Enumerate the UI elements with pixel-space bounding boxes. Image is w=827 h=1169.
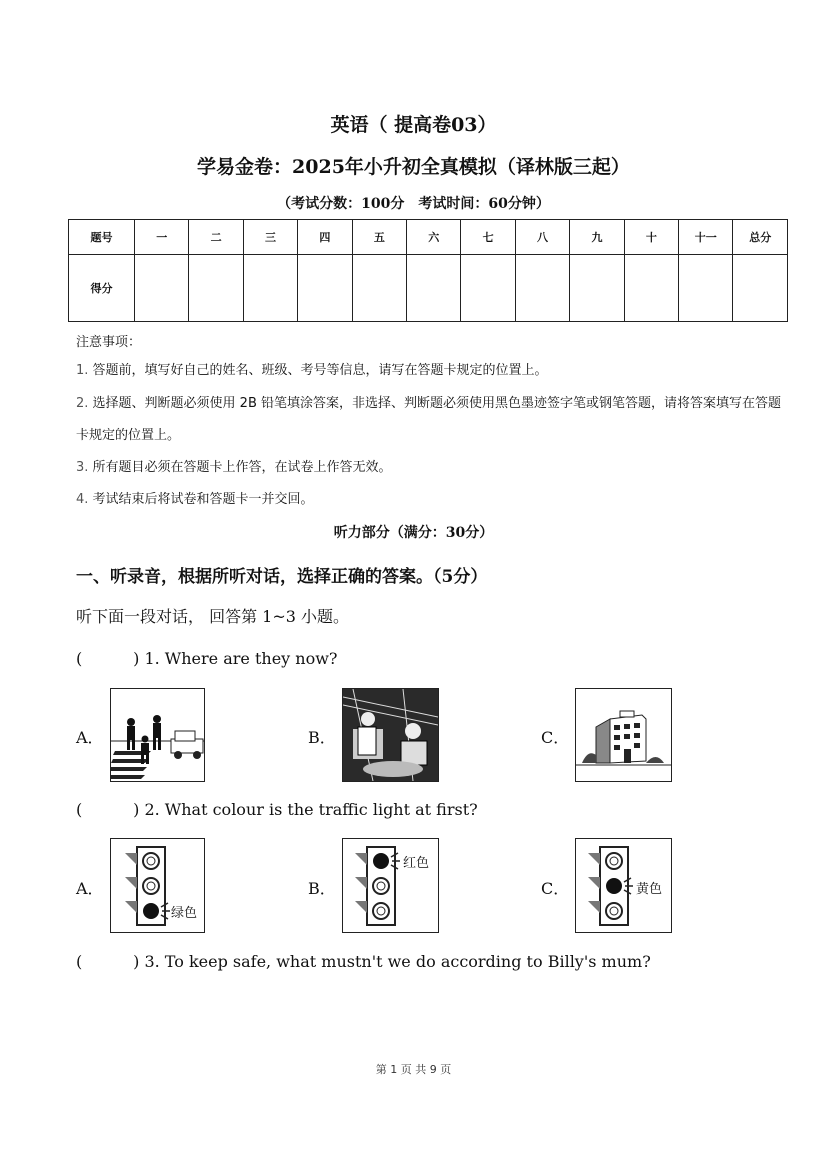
score-cell [570,255,624,322]
section-1-title: 一、听录音，根据所听对话，选择正确的答案。（5分） [76,567,488,587]
note-text: 答题前，填写好自己的姓名、班级、考号等信息，请写在答题卡规定的位置上。 [92,363,548,378]
light-label: 红色 [403,856,430,871]
score-header-cell: 三 [243,220,297,255]
score-cell [135,255,189,322]
note-item [76,388,786,452]
score-cell [461,255,515,322]
note-text: 所有题目必须在答题卡上作答，在试卷上作答无效。 [92,460,392,475]
score-header-cell: 九 [570,220,624,255]
score-header-cell: 十一 [679,220,733,255]
light-label: 绿色 [171,906,198,921]
score-table-header-row [69,220,788,255]
option-b-label: B． [308,879,336,898]
traffic-light-red-picture [342,838,439,933]
question-text: 2. What colour is the traffic light at first? [144,800,478,819]
score-cell [679,255,733,322]
score-header-cell: 一 [135,220,189,255]
crosswalk-picture [110,688,205,782]
score-table-score-row [69,255,788,322]
traffic-light-green-picture [110,838,205,933]
score-cell [352,255,406,322]
market-icon [343,689,438,781]
score-header-cell: 二 [189,220,243,255]
paper-title: 英语（ 提高卷03） [330,114,497,136]
light-label: 黄色 [636,882,663,897]
exam-info [0,193,827,213]
question-text: 1. Where are they now? [144,649,338,668]
score-cell [624,255,678,322]
crosswalk-icon [111,689,204,781]
score-header-cell: 五 [352,220,406,255]
traffic-light-yellow-picture [575,838,672,933]
score-header-cell: 八 [515,220,569,255]
question-2 [76,800,478,819]
question-1 [76,649,338,668]
option-a-label: A． [76,728,104,747]
option-a-label: A． [76,879,104,898]
option-c-label: C． [541,728,570,747]
score-cell [733,255,788,322]
score-header-cell: 总分 [733,220,788,255]
score-header-cell: 题号 [69,220,135,255]
option-c-label: C． [541,879,570,898]
answer-blank: ( ) [76,952,145,971]
option-b-label: B． [308,728,336,747]
exam-time: 考试时间：60分钟） [418,196,550,212]
score-cell [243,255,297,322]
answer-blank: ( ) [76,800,145,819]
note-text: 考试结束后将试卷和答题卡一并交回。 [92,492,314,507]
notes-heading: 注意事项： [76,335,142,350]
building-picture [575,688,672,782]
score-row-label: 得分 [69,255,135,322]
note-item [76,484,786,516]
market-picture [342,688,439,782]
note-number: 2. [76,396,89,411]
note-item [76,452,786,484]
score-cell [407,255,461,322]
question-text: 3. To keep safe, what mustn't we do according to Billy's mum? [144,952,651,971]
score-cell [298,255,352,322]
page-footer: 第 1 页 共 9 页 [375,1063,452,1076]
listening-heading: 听力部分（满分：30分） [333,525,494,541]
paper-subtitle: 学易金卷：2025年小升初全真模拟（译林版三起） [197,156,630,178]
note-text: 选择题、判断题必须使用 2B 铅笔填涂答案，非选择、判断题必须使用黑色墨迹签字笔或钢笔答题，请将答案填写在答题卡规定的位置上。 [76,396,782,443]
question-3 [76,952,651,971]
score-table [68,219,788,322]
answer-blank: ( ) [76,649,145,668]
score-cell [515,255,569,322]
score-header-cell: 十 [624,220,678,255]
score-cell [189,255,243,322]
note-number: 1. [76,363,89,378]
note-item [76,355,786,387]
exam-score: （考试分数：100分 [277,196,405,212]
listening-instruction: 听下面一段对话， 回答第 1~3 小题。 [76,607,350,626]
score-header-cell: 六 [407,220,461,255]
note-number: 4. [76,492,89,507]
building-icon [576,689,671,781]
note-number: 3. [76,460,89,475]
score-header-cell: 四 [298,220,352,255]
score-header-cell: 七 [461,220,515,255]
